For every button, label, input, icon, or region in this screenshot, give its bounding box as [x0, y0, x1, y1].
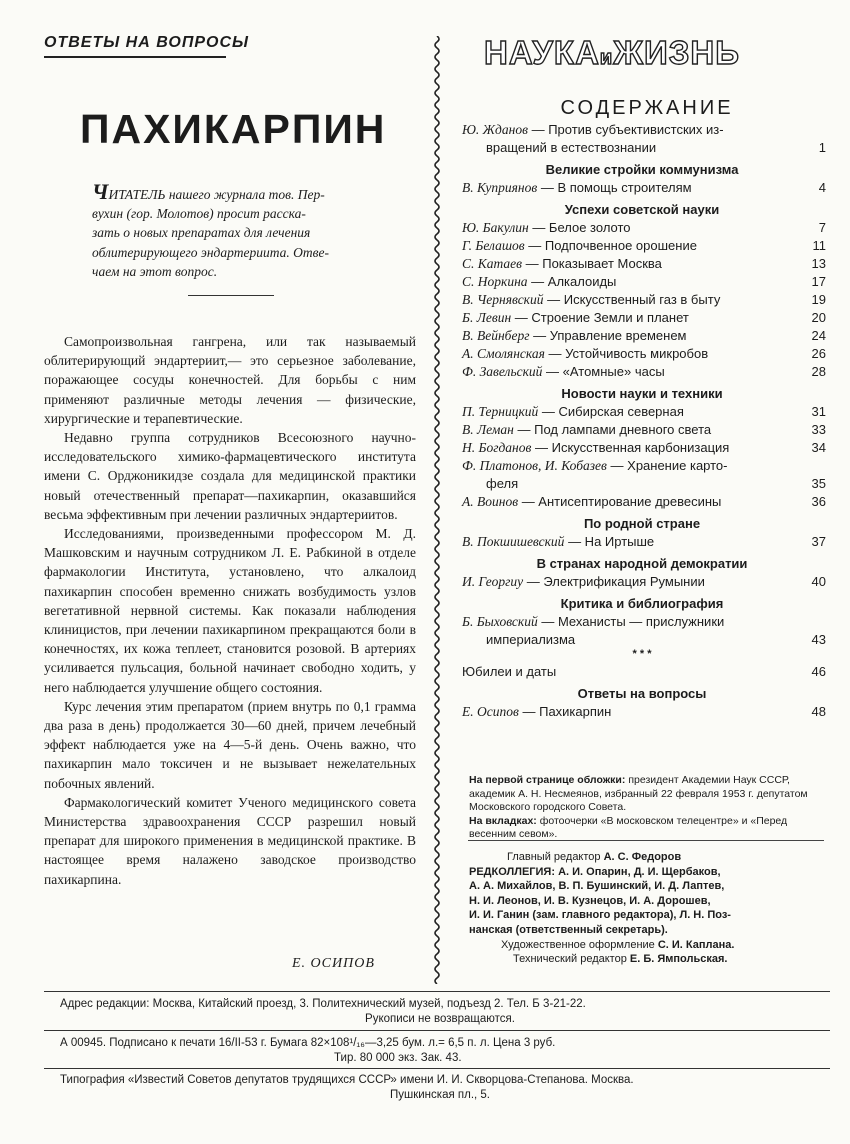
- toc-title: — Управление временем: [533, 328, 687, 343]
- toc-title: — Под лампами дневного света: [517, 422, 712, 437]
- toc-title: Юбилеи и даты: [462, 664, 557, 679]
- toc-page-number: 13: [811, 256, 826, 271]
- chief-editor-label: Главный редактор: [507, 851, 601, 863]
- art-editor-name: С. И. Каплана.: [657, 938, 735, 951]
- lead-line: зать о новых препаратах для лечения: [92, 225, 311, 241]
- body-paragraph: Фармакологический комитет Ученого медицинского совета Министерства здравоохранения СССР разрешил новый препарат для широкого применения в медицинской практике. В настоящее время налажено заводское производство пахикарпина.: [44, 794, 416, 887]
- section-tag: ОТВЕТЫ НА ВОПРОСЫ: [44, 34, 249, 51]
- toc-title: — В помощь строителям: [540, 180, 692, 195]
- print-line: Тир. 80 000 экз. Зак. 43.: [334, 1052, 462, 1064]
- footer-rule: [44, 1068, 830, 1069]
- toc-title: — Искусственный газ в быту: [547, 292, 721, 307]
- chief-editor-name: А. С. Федоров: [603, 851, 682, 863]
- toc-author: Ю. Жданов: [462, 122, 528, 137]
- footer-address: [60, 997, 820, 1027]
- lead-line: вухин (гор. Молотов) просит расска-: [92, 206, 306, 222]
- toc-category: Успехи советской науки: [564, 202, 720, 217]
- tech-editor-line: [469, 952, 829, 967]
- toc-title: — Белое золото: [532, 220, 631, 235]
- toc-author: С. Катаев: [462, 256, 522, 271]
- toc-author: Б. Левин: [462, 310, 512, 325]
- toc-title: — Устойчивость микробов: [548, 346, 709, 361]
- toc-author: В. Покшишевский: [462, 534, 565, 549]
- toc-page-number: 34: [811, 440, 826, 455]
- lead-line: облитерирующего эндартериита. Отве-: [92, 244, 329, 260]
- cover-credits: [469, 774, 827, 842]
- body-paragraph: Курс лечения этим препаратом (прием внутрь по 0,1 грамма два раза в день) продолжается 30—60 дней, причем лечебный эффект наблюдается уже на 4—5-й день. Очень важно, что пахикарпин мало токсичен и не вызывает нежелательных побочных явлений.: [44, 698, 416, 791]
- insert-text: фотоочерки «В московском телецентре» и «Перед весенним севом».: [469, 814, 788, 840]
- toc-title-continuation: вращений в естествознании: [486, 140, 657, 155]
- art-editor-line: [469, 938, 829, 953]
- masthead-word: ЖИЗНЬ: [613, 34, 740, 71]
- toc-author: Н. Богданов: [462, 440, 532, 455]
- cover-label: На первой странице обложки:: [469, 774, 626, 786]
- toc-category: В странах народной демократии: [536, 556, 748, 571]
- toc-separator: * * *: [632, 648, 652, 660]
- wavy-column-divider: [432, 36, 442, 984]
- body-paragraph: Самопроизвольная гангрена, или так называемый облитерирующий эндартериит,— это серьезное заболевание, поражающее сосуды конечностей. Для борьбы с ним применяют различные методы лечения — физические, хирургические и терапевтические.: [44, 334, 416, 426]
- toc-title: — Строение Земли и планет: [514, 310, 689, 325]
- toc-author: Е. Осипов: [462, 704, 519, 719]
- address-note: Рукописи не возвращаются.: [365, 1013, 515, 1025]
- chief-editor-line: [469, 850, 829, 865]
- article-signature: Е. ОСИПОВ: [292, 956, 375, 971]
- toc-title-continuation: империализма: [486, 632, 576, 647]
- lead-line: чаем на этот вопрос.: [92, 263, 218, 279]
- toc-page-number: 17: [811, 274, 826, 289]
- contents-title: СОДЕРЖАНИЕ: [560, 97, 734, 119]
- toc-category: По родной стране: [583, 516, 701, 531]
- toc-category: Критика и библиография: [560, 596, 724, 611]
- toc-page-number: 28: [811, 364, 826, 379]
- tech-editor-name: Е. Б. Ямпольская.: [629, 953, 728, 966]
- board-line: нанская (ответственный секретарь).: [469, 923, 668, 936]
- address-line: Адрес редакции: Москва, Китайский проезд, 3. Политехнический музей, подъезд 2. Тел. Б 3-21-22.: [60, 998, 586, 1010]
- typography-line: Типография «Известий Советов депутатов трудящихся СССР» имени И. И. Скворцова-Степанова. Москва.: [60, 1074, 634, 1086]
- toc-title: — «Атомные» часы: [546, 364, 665, 379]
- toc-author: Г. Белашов: [462, 238, 525, 253]
- toc-entry[interactable]: [462, 122, 724, 138]
- credits-divider: [468, 840, 824, 841]
- toc-category: Новости науки и техники: [561, 386, 723, 401]
- art-editor-label: Художественное оформление: [501, 938, 655, 951]
- typography-line: Пушкинская пл., 5.: [389, 1089, 490, 1101]
- toc-page-number: 11: [812, 238, 826, 253]
- board-line: [469, 865, 829, 880]
- toc-title: — Искусственная карбонизация: [535, 440, 730, 455]
- toc-page-number: 33: [811, 422, 826, 437]
- toc-page-number: 24: [811, 328, 826, 343]
- toc-page-number: 19: [811, 292, 826, 307]
- print-line: А 00945. Подписано к печати 16/II-53 г. Бумага 82×108¹/₁₆—3,25 бум. л.= 6,5 п. л. Цена 3 руб.: [60, 1037, 556, 1049]
- cover-text: президент Академии Наук СССР, академик А. Н. Несмеянов, избранный 22 февраля 1953 г. депутатом Московского городского Совета.: [469, 774, 808, 813]
- toc-title: — Подпочвенное орошение: [528, 238, 697, 253]
- toc-author: Ю. Бакулин: [462, 220, 529, 235]
- toc-title: — Электрификация Румынии: [526, 574, 705, 589]
- toc-author: Ф. Завельский: [462, 364, 543, 379]
- toc-author: В. Леман: [462, 422, 514, 437]
- toc-page-number: 26: [811, 346, 826, 361]
- tech-editor-label: Технический редактор: [513, 953, 627, 966]
- board-line: А. А. Михайлов, В. П. Бушинский, И. Д. Лаптев,: [469, 880, 725, 893]
- toc-author: В. Вейнберг: [462, 328, 530, 343]
- toc-title: — Антисептирование древесины: [521, 494, 722, 509]
- toc-page-number: 7: [818, 220, 826, 235]
- toc-title: — Хранение карто-: [610, 458, 728, 473]
- toc-entry[interactable]: [462, 458, 727, 474]
- toc-entry[interactable]: [462, 614, 724, 630]
- footer-print-info: [60, 1036, 820, 1066]
- toc-page-number: 40: [811, 574, 826, 589]
- board-label: РЕДКОЛЛЕГИЯ:: [469, 865, 555, 878]
- body-paragraph: Исследованиями, произведенными профессором М. Д. Машковским и научным сотрудником Л. Е. Рабкиной в отделе фармакологии Института, установлено, что алкалоид пахикарпин способен временно снижать возбудимость узлов вегетативной нервной системы. Как показали наблюдения клиницистов, при лечении пахикарпином прекращаются боли в конечностях, их кожа теплеет, становится розовой. В артериях усиливается пульсация, больной начинает свободно ходить, у него наблюдается улучшение общего состояния.: [44, 526, 416, 695]
- toc-page-number: 31: [811, 404, 826, 419]
- magazine-masthead: [484, 34, 740, 72]
- editorial-board: [469, 850, 829, 967]
- toc-category: Ответы на вопросы: [577, 686, 707, 701]
- lead-line: ИТАТЕЛЬ нашего журнала тов. Пер-: [108, 187, 325, 202]
- footer-typography: [60, 1073, 820, 1103]
- toc-author: В. Куприянов: [462, 180, 538, 195]
- toc-author: Б. Быховский: [462, 614, 538, 629]
- toc-page-number: 48: [811, 704, 826, 719]
- toc-page-number: 35: [811, 476, 826, 491]
- toc-page-number: 37: [811, 534, 826, 549]
- toc-title: — Показывает Москва: [525, 256, 662, 271]
- masthead-conjunction: и: [599, 47, 614, 69]
- toc-title: — Сибирская северная: [541, 404, 684, 419]
- toc-title: — На Иртыше: [568, 534, 655, 549]
- toc-category: Великие стройки коммунизма: [545, 162, 739, 177]
- toc-page-number: 36: [811, 494, 826, 509]
- toc-author: В. Чернявский: [462, 292, 544, 307]
- board-names: А. И. Опарин, Д. И. Щербаков,: [558, 865, 721, 878]
- toc-author: П. Терницкий: [462, 404, 539, 419]
- toc-author: А. Смолянская: [462, 346, 545, 361]
- toc-author: Ф. Платонов, И. Кобазев: [462, 458, 607, 473]
- toc-title: — Алкалоиды: [531, 274, 617, 289]
- toc-title: — Против субъективистских из-: [531, 122, 724, 137]
- toc-author: И. Георгиу: [462, 574, 524, 589]
- toc-author: А. Воинов: [462, 494, 519, 509]
- toc-title-continuation: феля: [486, 476, 519, 491]
- toc-page-number: 20: [811, 310, 826, 325]
- article-title: ПАХИКАРПИН: [80, 106, 387, 152]
- toc-page-number: 46: [811, 664, 826, 679]
- toc-page-number: 4: [818, 180, 826, 195]
- toc-title: — Механисты — прислужники: [541, 614, 725, 629]
- toc-page-number: 43: [811, 632, 826, 647]
- toc-title: — Пахикарпин: [522, 704, 612, 719]
- insert-label: На вкладках:: [469, 814, 537, 827]
- toc-author: С. Норкина: [462, 274, 528, 289]
- section-tag-underline: [44, 56, 226, 58]
- board-line: Н. И. Леонов, И. В. Кузнецов, И. А. Дорошев,: [469, 894, 711, 907]
- drop-initial: Ч: [92, 179, 109, 204]
- toc-page-number: 1: [818, 140, 826, 155]
- footer-rule: [44, 991, 830, 992]
- body-paragraph: Недавно группа сотрудников Всесоюзного научно-исследовательского химико-фармацевтического института имени С. Орджоникидзе создала для медицинской практики новый отечественный препарат—пахикарпин, оказавшийся весьма эффективным при лечении различных эндартериитов.: [44, 430, 416, 522]
- masthead-word: НАУКА: [484, 34, 600, 71]
- footer-rule: [44, 1030, 830, 1031]
- board-line: И. И. Ганин (зам. главного редактора), Л. Н. Поз-: [469, 909, 731, 922]
